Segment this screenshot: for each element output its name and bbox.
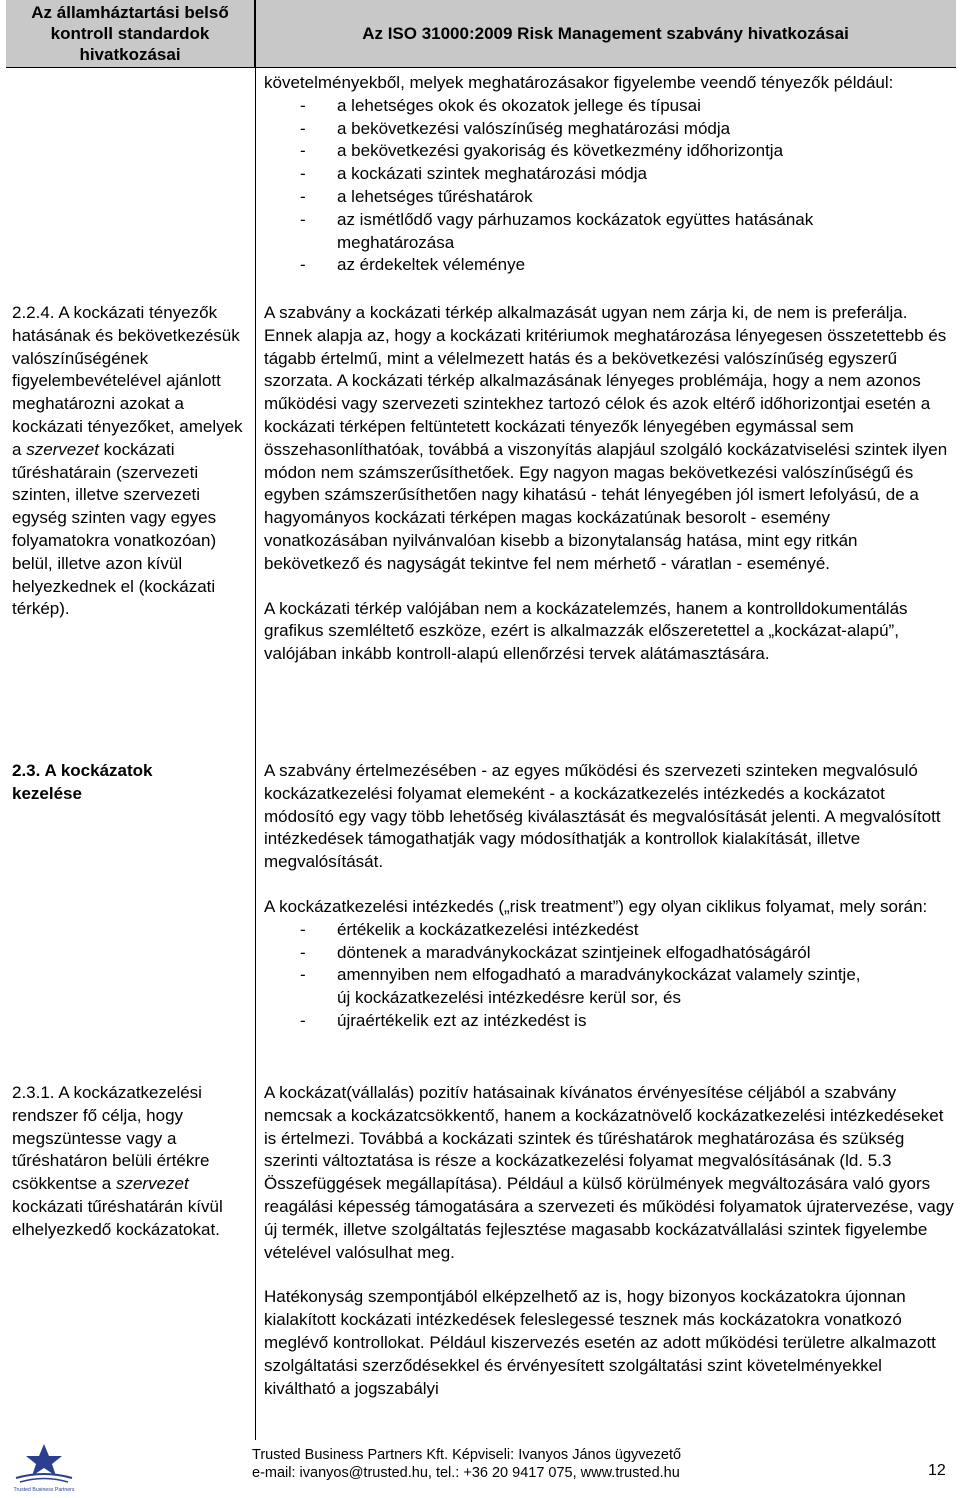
company-logo: [10, 1442, 78, 1494]
paragraph: Hatékonyság szempontjából elképzelhető az is, hogy bizonyos kockázatokra újonnan kialakított kockázati intézkedések feleslegessé tesznek más kockázatokra vonatkozó meglévő kontrollokat. Például kiszervezés esetén az adott működési területre alkalmazott szolgáltatási szerződésekkel és érvényesített szolgáltatási szint követelményekkel kiváltható a jogszabályi: [264, 1287, 936, 1398]
column-divider: [255, 0, 256, 1440]
section-number: 2.3.1.: [12, 1083, 55, 1102]
paragraph: A kockázati térkép valójában nem a kockázatelemzés, hanem a kontrolldokumentálás grafikus szemléltető eszköze, ezért is alkalmazzák előszeretettel a „kockázat-alapú”, valójában inkább kontroll-alapú ellenőrzési tervek alátámasztására.: [264, 598, 908, 664]
section-2-3-right: [264, 760, 954, 1033]
list-item-continuation: meghatározása: [337, 232, 455, 252]
list-item: - értékelik a kockázatkezelési intézkedést: [300, 919, 639, 939]
list-item: - a bekövetkezési gyakoriság és következmény időhorizontja: [300, 141, 784, 161]
page-sheet: [6, 0, 956, 1440]
list-item: - az ismétlődő vagy párhuzamos kockázatok együttes hatásának: [300, 209, 814, 229]
page-footer: [0, 1442, 960, 1498]
section-2-2-4-right: [264, 302, 954, 666]
list-item: - döntenek a maradványkockázat szintjeinek elfogadhatóságáról: [300, 942, 811, 962]
list-item: - a kockázati szintek meghatározási módja: [300, 164, 647, 184]
list-item: - amennyiben nem elfogadható a maradványkockázat valamely szintje,: [300, 965, 861, 985]
section-2-3-1-right: [264, 1082, 954, 1400]
paragraph: A szabvány a kockázati térkép alkalmazását ugyan nem zárja ki, de nem is preferálja. Ennek alapja az, hogy a kockázati kritériumok meghatározása lényegesen összetettebb és tágabb értelmű, mint a vélelmezett hatás és a bekövetkezési valószínűség egyszerű szorzata. A kockázati térkép alkalmazásának lényeges problémája, hogy a nem azonos működési vagy szervezeti szintekhez tartozó célok és azok eltérő időhorizontjai esetén a kockázati térképen feltüntetett kockázati tényezők lényegében egymással sem összehasonlíthatóak, továbbá a viszonyítás alapjául szolgáló kockázatviselési szintek ilyen módon nem számszerűsíthetőek. Egy nagyon magas bekövetkezési valószínűségű és egyben számszerűsíthetően nagy kihatású - tehát lényegében jól ismert lefolyású, de a hagyományos kockázati térképen magas kockázatúnak besorolt - esemény vonatkozásában nyilvánvalóan kisebb a bizonytalanság hatása, mint egy ritkán bekövetkező és nagyságát tekintve fel nem mérhető - váratlan - eseményé.: [264, 303, 948, 573]
paragraph: A kockázatkezelési intézkedés („risk treatment”) egy olyan ciklikus folyamat, mely során:: [264, 896, 928, 916]
table-header: [6, 0, 956, 68]
section-2-3-1-left: 2.3.1. A kockázatkezelési rendszer fő célja, hogy megszüntesse vagy a tűréshatáron belüli értékre csökkentse a szervezet kockázati tűréshatárán kívül elhelyezkedő kockázatokat.: [12, 1083, 223, 1239]
list-item-continuation: új kockázatkezelési intézkedésre kerül sor, és: [337, 988, 681, 1008]
requirements-intro: követelményekből, melyek meghatározásakor figyelembe veendő tényezők például:: [264, 73, 894, 92]
footer-contact: [252, 1446, 732, 1482]
header-right-title: Az ISO 31000:2009 Risk Management szabvány hivatkozásai: [255, 0, 956, 68]
section-2-2-4-left: 2.2.4. A kockázati tényezők hatásának és bekövetkezésük valószínűségének figyelembevételével ajánlott meghatározni azokat a kockázati tényezőket, amelyek a szervezet kockázati tűréshatárain (szervezeti szinten, illetve szervezeti egység szinten vagy egyes folyamatokra vonatkozóan) belül, illetve azon kívül helyezkednek el (kockázati térkép).: [12, 303, 243, 619]
svg-text:Trusted Business Partners: Trusted Business Partners: [13, 1487, 75, 1493]
section-2-3-title: 2.3. A kockázatok kezelése: [12, 761, 153, 803]
footer-contact-line: e-mail: ivanyos@trusted.hu, tel.: +36 20 9417 075, www.trusted.hu: [252, 1465, 680, 1481]
section-number: 2.2.4.: [12, 303, 55, 322]
footer-company-line: Trusted Business Partners Kft. Képviseli: Ivanyos János ügyvezető: [252, 1447, 682, 1463]
list-item: - újraértékelik ezt az intézkedést is: [300, 1010, 587, 1030]
list-item: - a lehetséges tűréshatárok: [300, 186, 533, 206]
list-item: - az érdekeltek véleménye: [300, 255, 526, 275]
paragraph: A kockázat(vállalás) pozitív hatásainak kívánatos érvényesítése céljából a szabvány nemcsak a kockázatcsökkentő, hanem a kockázatnövelő kockázatkezelési intézkedéseket is értelmezi. Továbbá a kockázati szintek és tűréshatárok meghatározása és szükség szerinti változtatása is része a kockázatkezelési folyamat megvalósításának (ld. 5.3 Összefüggések megállapítása). Például a külső körülmények megváltozására való gyors reagálási képesség támogatására a szervezeti és működési folyamatok újratervezése, vagy új termék, illetve szolgáltatás fejlesztése magasabb kockázatvállalási szintek figyelembe vételével valósulhat meg.: [264, 1083, 954, 1262]
header-left-title: Az államháztartási belső kontroll standardok hivatkozásai: [6, 0, 255, 68]
paragraph: A szabvány értelmezésében - az egyes működési és szervezeti szinteken megvalósuló kockázatkezelési folyamat elemeként - a kockázatkezelés intézkedés a kockázatot módosító egy vagy több lehetőség kiválasztását és megvalósítását jelenti. A megvalósított intézkedések támogathatják vagy módosíthatják a kontrollok kialakítását, illetve megvalósítását.: [264, 761, 941, 872]
requirements-block: [264, 72, 954, 277]
page-number: 12: [928, 1462, 946, 1479]
list-item: - a lehetséges okok és okozatok jellege és típusai: [300, 95, 701, 115]
list-item: - a bekövetkezési valószínűség meghatározási módja: [300, 118, 731, 138]
